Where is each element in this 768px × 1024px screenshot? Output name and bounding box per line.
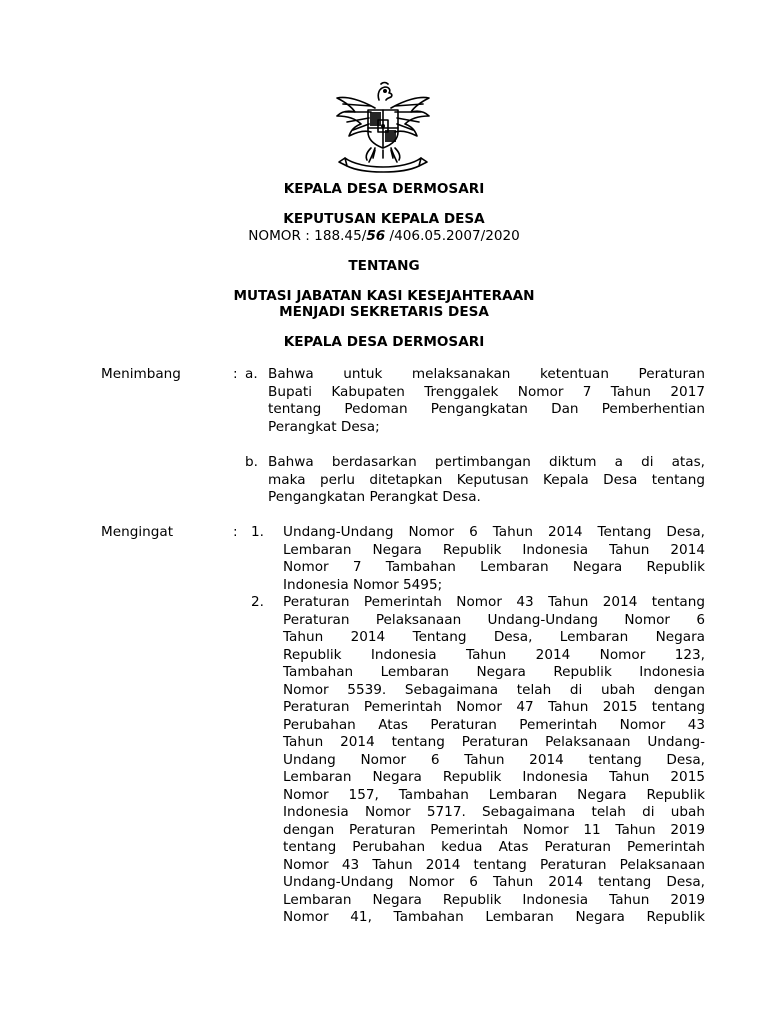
garuda-emblem-icon: [331, 78, 435, 174]
mengingat-item-1: [283, 524, 705, 594]
text-line: Nomor 41, Tambahan Lembaran Negara Republik: [283, 909, 705, 925]
text-line: Undang-Undang Nomor 6 Tahun 2014 Tentang Desa,: [283, 524, 705, 540]
mengingat-colon: :: [233, 524, 238, 540]
text-line: Bupati Kabupaten Trenggalek Nomor 7 Tahun 2017: [268, 383, 705, 400]
decree-number-suffix: /406.05.2007/2020: [385, 228, 520, 244]
mengingat-item-2-marker: 2.: [251, 594, 264, 610]
menimbang-colon: :: [233, 366, 238, 382]
decree-title: KEPUTUSAN KEPALA DESA: [283, 211, 485, 227]
text-line: dengan Peraturan Pemerintah Nomor 11 Tahun 2019: [283, 821, 705, 838]
text-line: Pengangkatan Perangkat Desa.: [268, 489, 481, 505]
menimbang-item-a: [268, 366, 705, 436]
text-line: Peraturan Pemerintah Nomor 47 Tahun 2015 tentang: [283, 699, 705, 715]
text-line: Tahun 2014 tentang Peraturan Pelaksanaan Undang-: [283, 734, 705, 750]
issuer-heading: KEPALA DESA DERMOSARI: [283, 181, 485, 197]
text-line: Bahwa berdasarkan pertimbangan diktum a di atas,: [268, 454, 705, 470]
text-line: Nomor 7 Tambahan Lembaran Negara Republik: [283, 559, 705, 575]
text-line: Tambahan Lembaran Negara Republik Indonesia: [283, 664, 705, 680]
subject-line-1: MUTASI JABATAN KASI KESEJAHTERAAN: [233, 288, 535, 304]
text-line: Lembaran Negara Republik Indonesia Tahun 2015: [283, 769, 705, 785]
text-line: Tahun 2014 Tentang Desa, Lembaran Negara: [283, 629, 705, 645]
menimbang-item-a-marker: a.: [245, 366, 258, 382]
text-line: Perangkat Desa;: [268, 418, 380, 435]
mengingat-item-1-marker: 1.: [251, 524, 264, 540]
decree-number-prefix: NOMOR : 188.45/: [248, 228, 367, 244]
text-line: tentang Pedoman Pengangkatan Dan Pemberhentian: [268, 401, 705, 417]
decree-number-highlight: 56: [366, 228, 386, 244]
text-line: Indonesia Nomor 5495;: [283, 576, 443, 593]
about-heading: TENTANG: [348, 258, 420, 274]
text-line: Indonesia Nomor 5717. Sebagaimana telah di ubah: [283, 804, 705, 820]
text-line: Nomor 5539. Sebagaimana telah di ubah dengan: [283, 681, 705, 698]
menimbang-item-b: [268, 454, 705, 507]
mengingat-label: Mengingat: [101, 524, 174, 540]
text-line: Peraturan Pemerintah Nomor 43 Tahun 2014 tentang: [283, 594, 705, 610]
text-line: Bahwa untuk melaksanakan ketentuan Peraturan: [268, 366, 705, 382]
text-line: tentang Perubahan kedua Atas Peraturan Pemerintah: [283, 839, 705, 855]
menimbang-label: Menimbang: [101, 366, 181, 382]
subject-line-2: MENJADI SEKRETARIS DESA: [279, 304, 489, 320]
menimbang-item-b-marker: b.: [245, 454, 258, 470]
text-line: Undang Nomor 6 Tahun 2014 tentang Desa,: [283, 751, 705, 768]
text-line: Perubahan Atas Peraturan Pemerintah Nomor 43: [283, 716, 705, 733]
text-line: Nomor 157, Tambahan Lembaran Negara Republik: [283, 786, 705, 803]
decree-number: [0, 228, 768, 245]
text-line: Republik Indonesia Tahun 2014 Nomor 123,: [283, 646, 705, 663]
text-line: Peraturan Pelaksanaan Undang-Undang Nomor 6: [283, 611, 705, 628]
text-line: Nomor 43 Tahun 2014 tentang Peraturan Pelaksanaan: [283, 856, 705, 873]
text-line: Lembaran Negara Republik Indonesia Tahun 2019: [283, 891, 705, 908]
mengingat-item-2: [283, 594, 705, 927]
signatory-heading: KEPALA DESA DERMOSARI: [283, 334, 485, 350]
text-line: maka perlu ditetapkan Keputusan Kepala Desa tentang: [268, 471, 705, 488]
text-line: Undang-Undang Nomor 6 Tahun 2014 tentang Desa,: [283, 874, 705, 890]
text-line: Lembaran Negara Republik Indonesia Tahun 2014: [283, 541, 705, 558]
